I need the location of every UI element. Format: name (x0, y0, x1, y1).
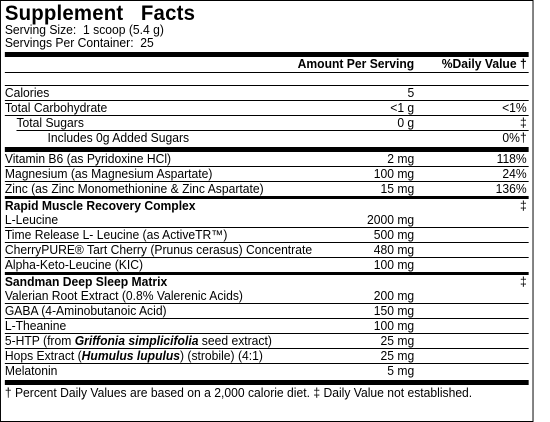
nutrient-row-total-carbohydrate: Total Carbohydrate <1 g <1% (4, 101, 527, 115)
ingredient-row-l-theanine: L-Theanine 100 mg (5, 319, 529, 334)
ingredient-row-l-leucine: L-Leucine 2000 mg (5, 213, 529, 228)
vitamin-row-zinc: Zinc (as Zinc Monomethionine & Zinc Aspartate) 15 mg 136% (4, 182, 527, 196)
divider-thick (5, 380, 529, 385)
ingredient-row-gaba: GABA (4-Aminobutanoic Acid) 150 mg (5, 304, 529, 319)
sandman-matrix-heading: Sandman Deep Sleep Matrix ‡ (4, 275, 527, 289)
ingredient-row-tart-cherry: CherryPURE® Tart Cherry (Prunus cerasus) Concentrate 480 mg (5, 243, 529, 258)
rapid-complex-heading: Rapid Muscle Recovery Complex ‡ (4, 199, 527, 213)
amount-header: Amount Per Serving (297, 57, 415, 71)
servings-per-container: Servings Per Container: 25 (4, 36, 154, 50)
ingredient-row-melatonin: Melatonin 5 mg (4, 364, 415, 378)
ingredient-row-time-release-leucine: Time Release L- Leucine (as ActiveTR™) 500 mg (5, 228, 529, 243)
vitamin-row-magnesium: Magnesium (as Magnesium Aspartate) 100 mg 24% (4, 167, 527, 181)
ingredient-row-hops: Hops Extract (Humulus lupulus) (strobile) (4:1) 25 mg (5, 349, 529, 364)
column-header (5, 57, 529, 73)
dv-header: %Daily Value † (441, 57, 527, 71)
nutrient-row-added-sugars: Includes 0g Added Sugars 0%† (47, 131, 527, 145)
blank-row (5, 73, 529, 86)
footnote: † Percent Daily Values are based on a 2,000 calorie diet. ‡ Daily Value not established. (4, 386, 473, 400)
vitamin-row-b6: Vitamin B6 (as Pyridoxine HCl) 2 mg 118% (4, 152, 527, 166)
ingredient-row-valerian: Valerian Root Extract (0.8% Valerenic Acids) 200 mg (5, 289, 529, 304)
panel-title: Supplement Facts (4, 2, 196, 25)
nutrient-row-calories: Calories 5 (5, 86, 529, 101)
ingredient-row-5-htp: 5-HTP (from Griffonia simplicifolia seed extract) 25 mg (5, 334, 529, 349)
serving-size: Serving Size: 1 scoop (5.4 g) (4, 23, 164, 37)
nutrient-row-total-sugars: Total Sugars 0 g ‡ (16, 116, 527, 130)
ingredient-row-kic: Alpha-Keto-Leucine (KIC) 100 mg (4, 258, 415, 272)
